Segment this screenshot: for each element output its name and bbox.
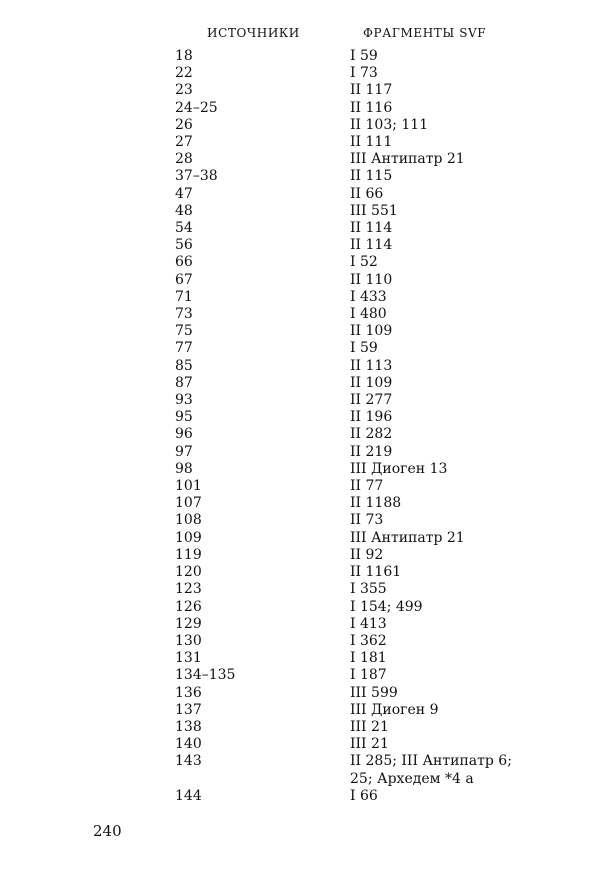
fragment-cell <box>350 323 540 340</box>
source-cell: 71 <box>175 288 193 305</box>
fragment-text: I 73 <box>350 65 378 82</box>
fragment-text: I 59 <box>350 48 378 64</box>
fragment-cell <box>350 220 540 237</box>
fragment-text: II 282 <box>350 426 393 443</box>
fragment-text: III Диоген 13 <box>350 460 448 477</box>
source-cell: 87 <box>175 374 193 391</box>
source-cell: 93 <box>175 392 193 409</box>
table-row <box>0 48 600 65</box>
fragment-text: II 1188 <box>350 495 402 512</box>
table-row <box>0 323 600 340</box>
table-row <box>0 392 600 409</box>
source-cell: 95 <box>175 409 193 426</box>
source-cell: 56 <box>175 237 193 254</box>
fragment-text: II 114 <box>350 220 393 237</box>
fragment-cell <box>350 117 540 134</box>
fragment-cell <box>350 134 540 151</box>
fragment-text: II 73 <box>350 512 384 529</box>
fragment-text: II 115 <box>350 168 393 185</box>
source-cell: 37–38 <box>175 168 218 185</box>
fragment-cell <box>350 685 540 702</box>
fragment-text: III Антипатр 21 <box>350 151 465 168</box>
table-row <box>0 753 600 787</box>
source-cell: 96 <box>175 426 193 443</box>
fragment-text: III 551 <box>350 202 398 219</box>
source-cell: 77 <box>175 340 193 357</box>
fragment-cell <box>350 65 540 82</box>
table-row <box>0 151 600 168</box>
table-row <box>0 203 600 220</box>
fragment-text: II 285; III Антипатр 6; <box>350 753 512 770</box>
fragment-cell <box>350 564 540 581</box>
source-cell: 119 <box>175 546 202 563</box>
fragment-text: II 66 <box>350 185 384 202</box>
fragment-text: II 196 <box>350 409 393 426</box>
fragment-text: II 117 <box>350 82 393 99</box>
source-cell: 108 <box>175 512 202 529</box>
source-cell: 107 <box>175 495 202 512</box>
fragment-text: II 114 <box>350 237 393 254</box>
table-row <box>0 702 600 719</box>
table-row <box>0 650 600 667</box>
table-row <box>0 168 600 185</box>
fragment-cell <box>350 633 540 650</box>
source-cell: 130 <box>175 632 202 649</box>
fragment-text: II 109 <box>350 374 393 391</box>
source-cell: 28 <box>175 151 193 168</box>
fragment-text-continued: 25; Архедем *4 а <box>350 770 474 787</box>
source-cell: 109 <box>175 529 202 546</box>
source-cell: 27 <box>175 134 193 151</box>
fragment-cell <box>350 702 540 719</box>
source-cell: 66 <box>175 254 193 271</box>
fragment-cell <box>350 306 540 323</box>
table-row <box>0 306 600 323</box>
source-cell: 123 <box>175 581 202 598</box>
fragment-cell <box>350 788 540 805</box>
source-cell: 73 <box>175 306 193 323</box>
source-cell: 67 <box>175 271 193 288</box>
fragment-cell <box>350 753 540 787</box>
table-row <box>0 719 600 736</box>
fragment-cell <box>350 272 540 289</box>
fragment-cell <box>350 512 540 529</box>
fragment-text: II 113 <box>350 357 393 374</box>
fragment-cell <box>350 495 540 512</box>
source-cell: 120 <box>175 564 202 581</box>
fragment-text: II 111 <box>350 134 393 151</box>
table-row <box>0 633 600 650</box>
fragment-cell <box>350 736 540 753</box>
source-cell: 138 <box>175 718 202 735</box>
table-row <box>0 530 600 547</box>
table-row <box>0 375 600 392</box>
source-cell: 126 <box>175 598 202 615</box>
table-row <box>0 564 600 581</box>
fragment-text: III 21 <box>350 736 389 753</box>
fragment-cell <box>350 358 540 375</box>
table-row <box>0 289 600 306</box>
fragment-text: I 181 <box>350 650 387 667</box>
table-row <box>0 581 600 598</box>
table-row <box>0 461 600 478</box>
fragment-text: I 433 <box>350 288 387 305</box>
fragment-text: III Диоген 9 <box>350 701 439 718</box>
table-row <box>0 495 600 512</box>
fragment-cell <box>350 650 540 667</box>
fragment-cell <box>350 667 540 684</box>
source-cell: 136 <box>175 684 202 701</box>
source-cell: 143 <box>175 753 202 770</box>
fragment-cell <box>350 100 540 117</box>
source-cell: 54 <box>175 220 193 237</box>
fragment-text: II 219 <box>350 443 393 460</box>
fragment-cell <box>350 599 540 616</box>
source-cell: 47 <box>175 185 193 202</box>
fragment-cell <box>350 581 540 598</box>
source-cell: 129 <box>175 615 202 632</box>
source-cell: 18 <box>175 48 193 64</box>
table-row <box>0 547 600 564</box>
table-row <box>0 736 600 753</box>
fragment-cell <box>350 186 540 203</box>
fragment-text: III 599 <box>350 684 398 701</box>
table-row <box>0 512 600 529</box>
fragment-cell <box>350 478 540 495</box>
fragment-text: II 277 <box>350 392 393 409</box>
fragment-text: I 413 <box>350 615 387 632</box>
fragment-cell <box>350 530 540 547</box>
table-row <box>0 186 600 203</box>
fragment-text: II 92 <box>350 546 384 563</box>
table-row <box>0 426 600 443</box>
source-cell: 75 <box>175 323 193 340</box>
source-cell: 23 <box>175 82 193 99</box>
table-row <box>0 82 600 99</box>
concordance-table <box>0 48 600 805</box>
fragment-cell <box>350 719 540 736</box>
fragment-text: I 187 <box>350 667 387 684</box>
fragment-cell <box>350 616 540 633</box>
table-row <box>0 788 600 805</box>
table-header <box>0 26 600 44</box>
source-cell: 137 <box>175 701 202 718</box>
fragment-cell <box>350 547 540 564</box>
fragment-cell <box>350 426 540 443</box>
table-row <box>0 616 600 633</box>
fragment-text: I 52 <box>350 254 378 271</box>
source-cell: 22 <box>175 65 193 82</box>
source-cell: 24–25 <box>175 99 218 116</box>
fragment-cell <box>350 461 540 478</box>
source-cell: 85 <box>175 357 193 374</box>
fragment-text: I 154; 499 <box>350 598 423 615</box>
table-row <box>0 340 600 357</box>
source-cell: 26 <box>175 116 193 133</box>
table-row <box>0 685 600 702</box>
fragment-text: I 66 <box>350 787 378 804</box>
table-row <box>0 409 600 426</box>
table-row <box>0 272 600 289</box>
table-row <box>0 599 600 616</box>
page-number: 240 <box>93 822 122 840</box>
fragment-cell <box>350 375 540 392</box>
table-row <box>0 100 600 117</box>
fragment-cell <box>350 340 540 357</box>
fragment-cell <box>350 168 540 185</box>
table-row <box>0 65 600 82</box>
fragment-cell <box>350 151 540 168</box>
table-row <box>0 254 600 271</box>
table-row <box>0 237 600 254</box>
table-row <box>0 444 600 461</box>
fragment-text: III 21 <box>350 718 389 735</box>
fragment-cell <box>350 237 540 254</box>
fragment-cell <box>350 392 540 409</box>
fragment-cell <box>350 48 540 65</box>
source-cell: 131 <box>175 650 202 667</box>
fragment-text: I 355 <box>350 581 387 598</box>
fragment-cell <box>350 254 540 271</box>
fragment-cell <box>350 203 540 220</box>
column-header-sources: ИСТОЧНИКИ <box>207 26 300 40</box>
source-cell: 48 <box>175 202 193 219</box>
source-cell: 101 <box>175 478 202 495</box>
fragment-cell <box>350 82 540 99</box>
column-header-fragments: ФРАГМЕНТЫ SVF <box>363 26 487 40</box>
table-row <box>0 134 600 151</box>
fragment-text: II 77 <box>350 478 384 495</box>
fragment-text: II 1161 <box>350 564 402 581</box>
source-cell: 134–135 <box>175 667 236 684</box>
fragment-text: I 59 <box>350 340 378 357</box>
fragment-cell <box>350 444 540 461</box>
fragment-text: II 116 <box>350 99 393 116</box>
fragment-text: II 110 <box>350 271 393 288</box>
table-row <box>0 117 600 134</box>
source-cell: 97 <box>175 443 193 460</box>
fragment-text: II 103; 111 <box>350 116 429 133</box>
fragment-text: I 362 <box>350 632 387 649</box>
fragment-cell <box>350 289 540 306</box>
source-cell: 144 <box>175 787 202 804</box>
source-cell: 98 <box>175 460 193 477</box>
fragment-text: I 480 <box>350 306 387 323</box>
fragment-text: III Антипатр 21 <box>350 529 465 546</box>
table-row <box>0 358 600 375</box>
fragment-cell <box>350 409 540 426</box>
fragment-text: II 109 <box>350 323 393 340</box>
table-row <box>0 220 600 237</box>
source-cell: 140 <box>175 736 202 753</box>
table-row <box>0 667 600 684</box>
table-row <box>0 478 600 495</box>
